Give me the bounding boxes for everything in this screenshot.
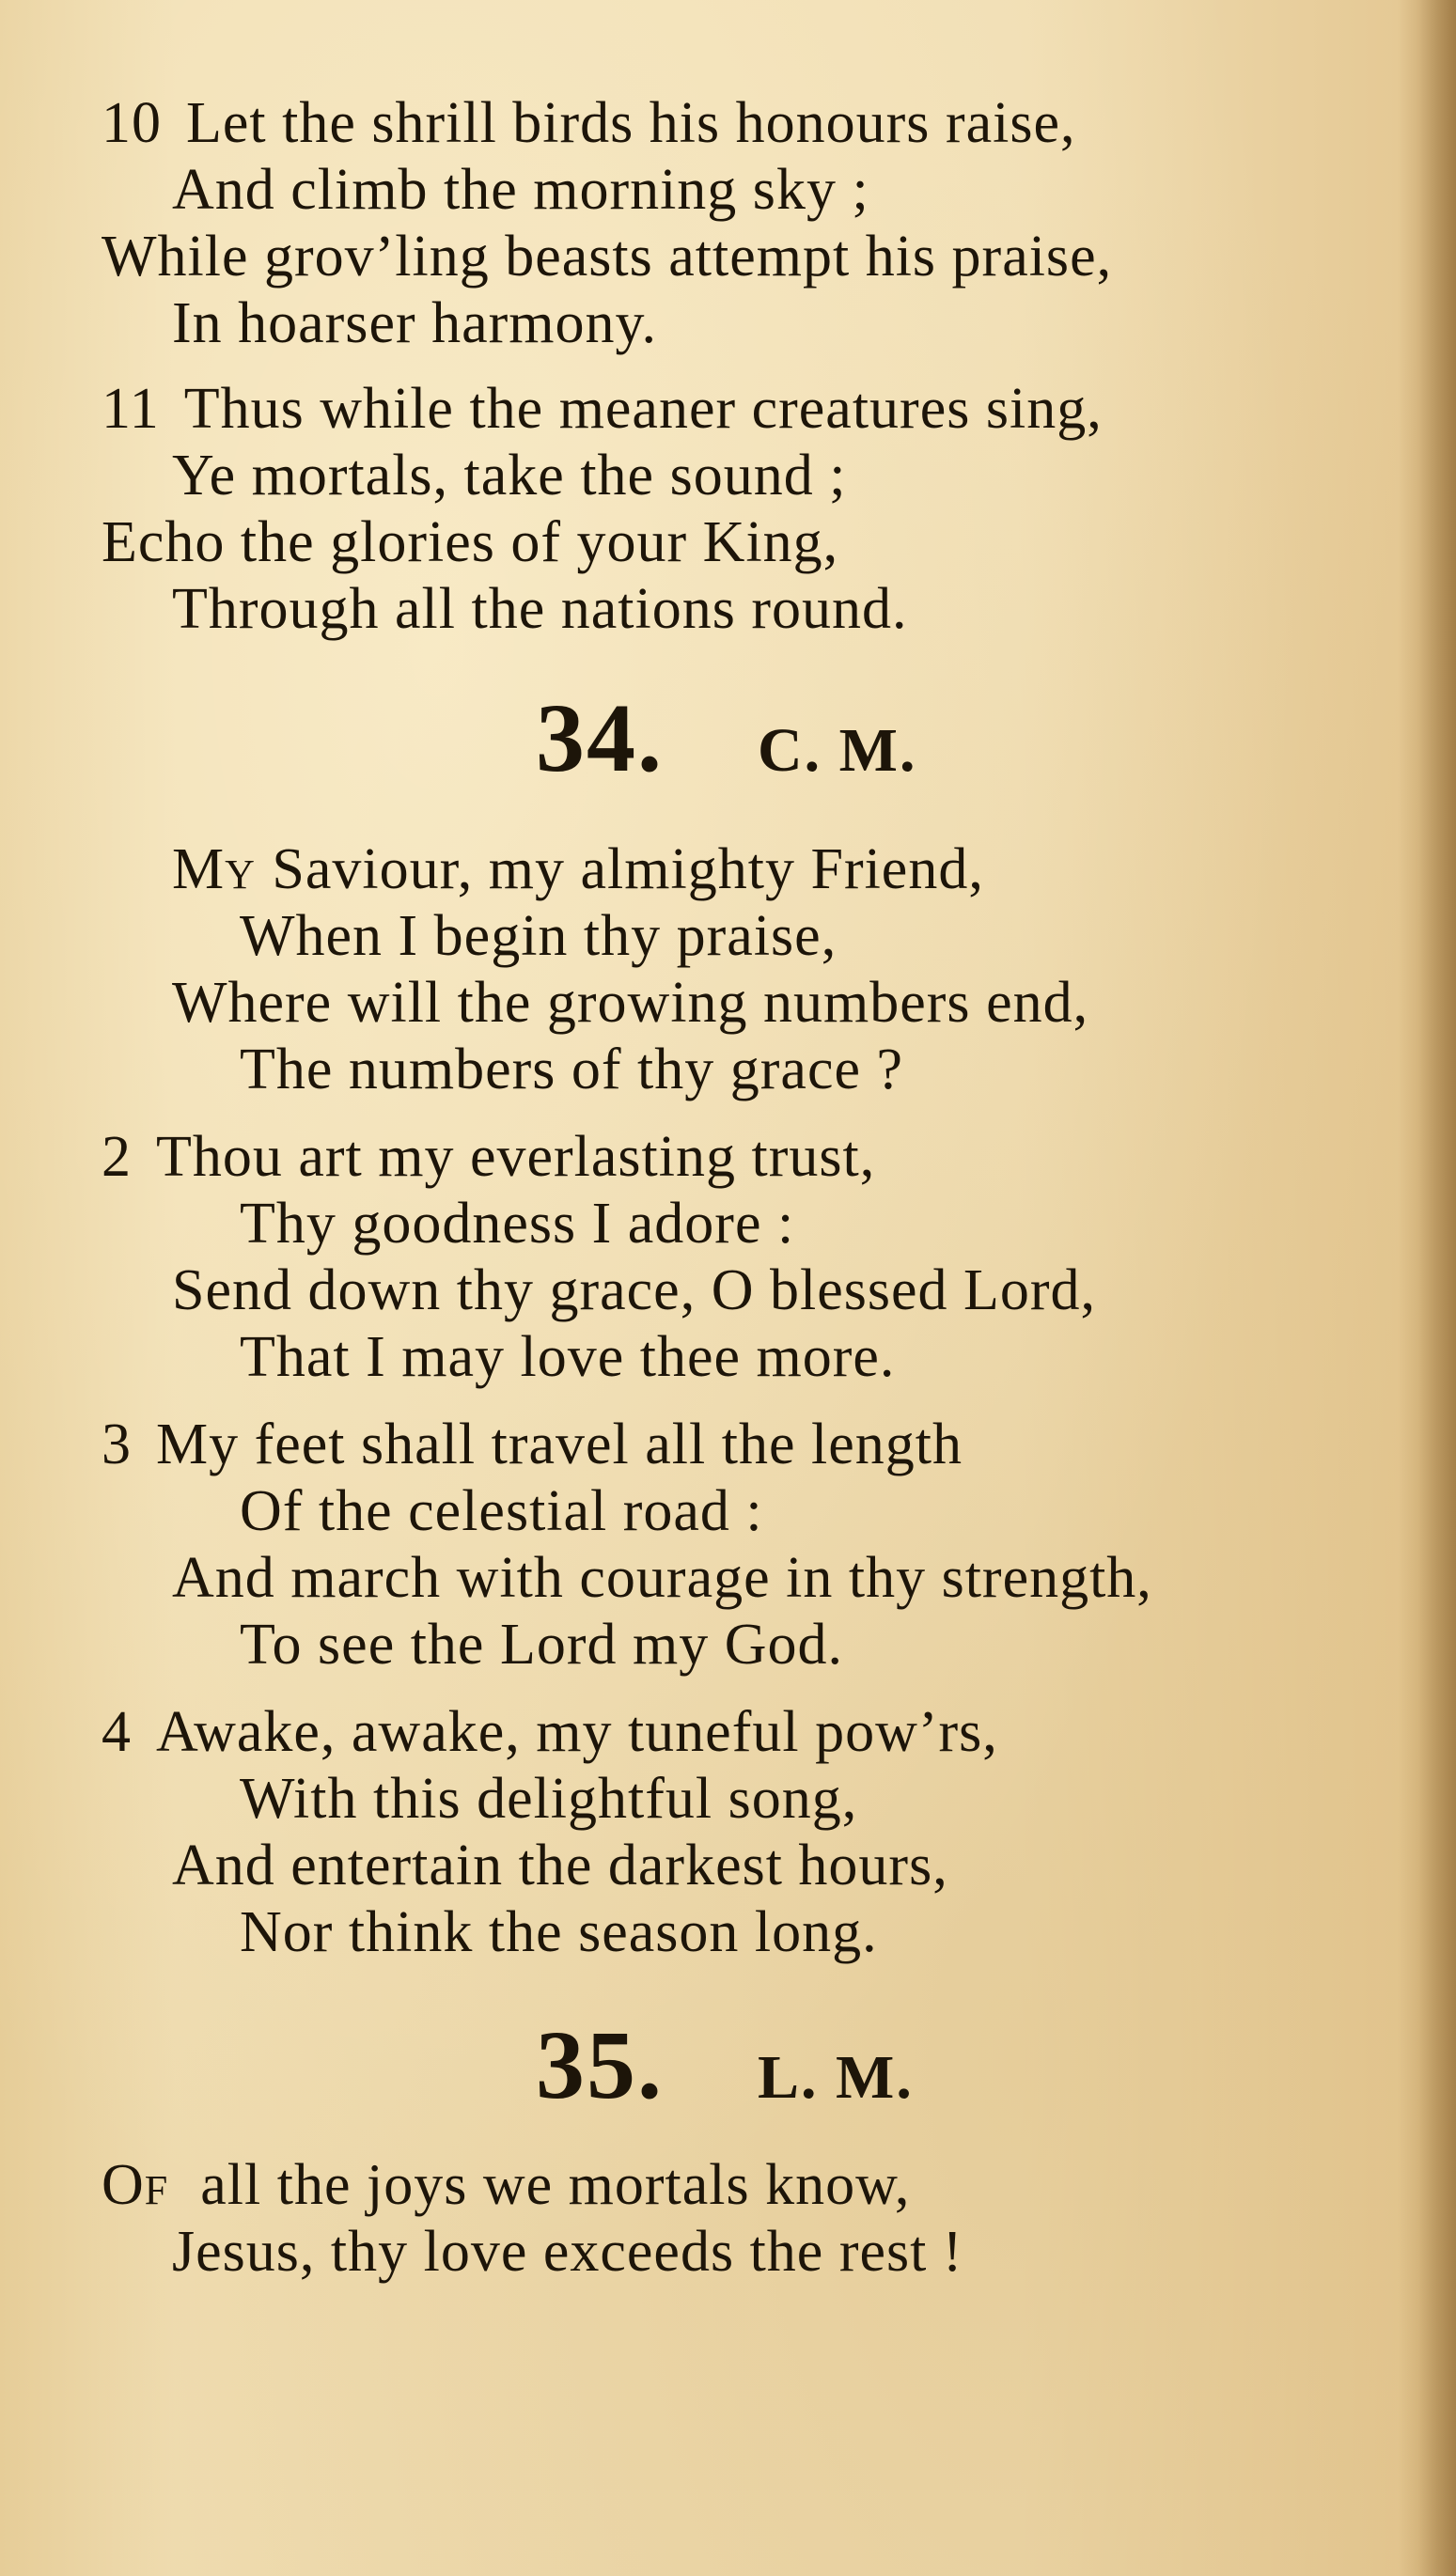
drop-initial: M <box>172 837 226 901</box>
verse-11-line-1 <box>102 376 1103 442</box>
hymn-34-verse-2-line-4: That I may love thee more. <box>240 1325 896 1389</box>
verse-10-line-3: While grov’ling beasts attempt his praise, <box>102 225 1113 289</box>
hymn-number: 35. <box>536 2011 664 2119</box>
hymn-34-verse-4-line-3: And entertain the darkest hours, <box>172 1834 948 1897</box>
page-edge-shadow <box>1418 0 1456 2576</box>
small-caps-rest: F <box>144 2167 170 2213</box>
verse-number-11: 11 <box>102 377 160 441</box>
hymn-35-verse-1-line-2: Jesus, thy love exceeds the rest ! <box>172 2220 963 2284</box>
hymn-34-verse-1-line-1 <box>172 836 984 908</box>
verse-11-line-2: Ye mortals, take the sound ; <box>172 444 847 507</box>
verse-line-text: Saviour, my almighty Friend, <box>256 837 984 901</box>
hymn-34-verse-2-line-2: Thy goodness I adore : <box>240 1192 795 1256</box>
verse-10-line-2: And climb the morning sky ; <box>172 158 869 222</box>
hymn-34-verse-3-line-2: Of the celestial road : <box>240 1479 763 1543</box>
verse-number-10: 10 <box>102 91 162 155</box>
verse-line-text: My feet shall travel all the length <box>156 1413 963 1476</box>
hymn-34-verse-4-line-2: With this delightful song, <box>240 1767 858 1831</box>
hymn-34-verse-1-line-3: Where will the growing numbers end, <box>172 971 1089 1035</box>
verse-11-line-3: Echo the glories of your King, <box>102 510 839 574</box>
hymn-meter: C. M. <box>758 716 917 785</box>
hymn-number: 34. <box>536 684 664 792</box>
hymn-34-verse-3-line-4: To see the Lord my God. <box>240 1613 843 1677</box>
hymn-34-verse-2-line-3: Send down thy grace, O blessed Lord, <box>172 1258 1097 1322</box>
verse-line-text: Thou art my everlasting trust, <box>156 1125 876 1189</box>
hymn-35-verse-1-line-1 <box>102 2152 910 2224</box>
hymn-34-verse-3-line-3: And march with courage in thy strength, <box>172 1546 1152 1610</box>
small-caps-rest: Y <box>225 851 257 898</box>
verse-line-text: Awake, awake, my tuneful pow’rs, <box>156 1700 998 1764</box>
hymn-35-heading <box>536 2011 914 2141</box>
verse-number-4: 4 <box>102 1700 132 1764</box>
verse-number-3: 3 <box>102 1413 132 1476</box>
verse-number-2: 2 <box>102 1125 132 1189</box>
hymn-34-verse-4-line-4: Nor think the season long. <box>240 1900 878 1964</box>
hymn-34-verse-2-line-1 <box>102 1124 875 1190</box>
verse-line-text: all the joys we mortals know, <box>169 2153 911 2217</box>
verse-line-text: Let the shrill birds his honours raise, <box>186 91 1076 155</box>
verse-11-line-4: Through all the nations round. <box>172 577 908 641</box>
hymn-meter: L. M. <box>758 2043 914 2112</box>
hymn-34-verse-4-line-1 <box>102 1699 998 1765</box>
hymn-34-heading <box>536 684 917 814</box>
hymn-34-verse-3-line-1 <box>102 1412 963 1477</box>
drop-initial: O <box>102 2153 145 2217</box>
hymn-34-verse-1-line-2: When I begin thy praise, <box>240 904 838 968</box>
verse-10-line-4: In hoarser harmony. <box>172 291 657 355</box>
verse-10-line-1 <box>102 90 1075 156</box>
hymn-34-verse-1-line-4: The numbers of thy grace ? <box>240 1038 904 1101</box>
verse-line-text: Thus while the meaner creatures sing, <box>183 377 1103 441</box>
